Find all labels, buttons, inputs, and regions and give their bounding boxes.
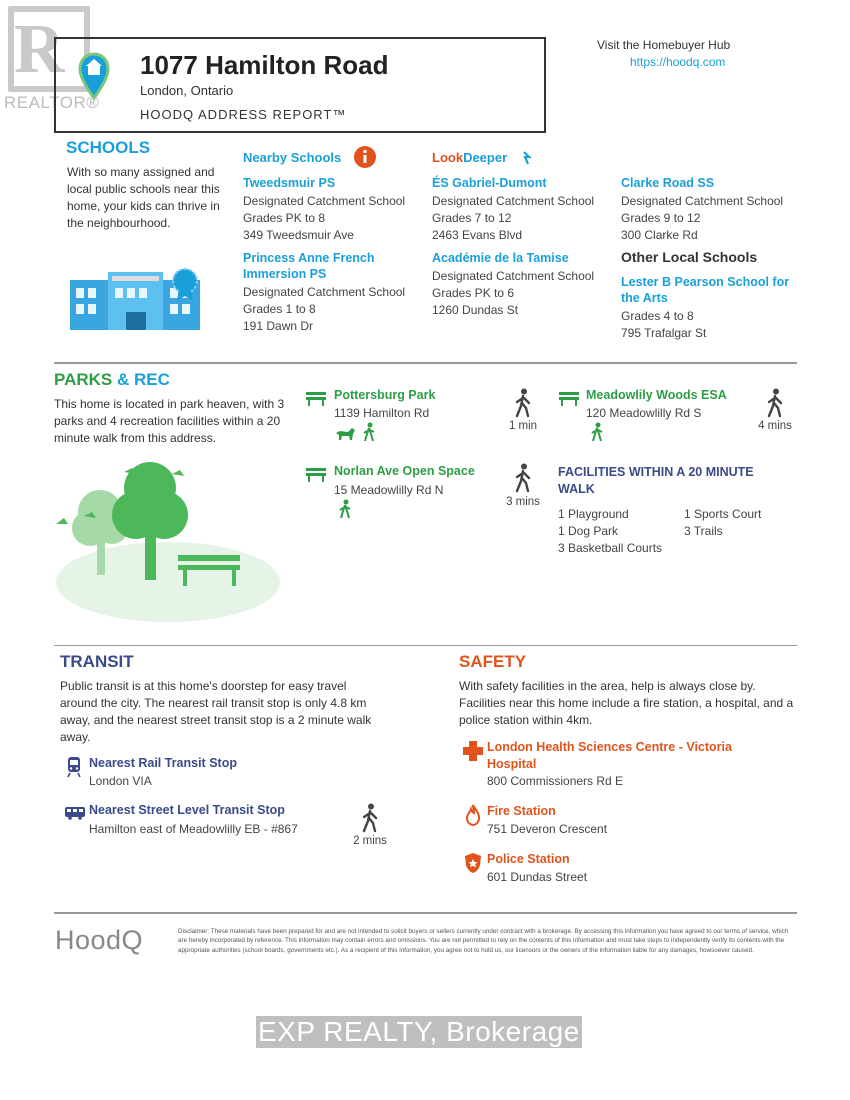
facility-item: 3 Basketball Courts: [558, 541, 663, 555]
parks-description: This home is located in park heaven, with 3 parks and 4 recreation facilities within a 20 minute walk from this address.: [54, 397, 285, 445]
fire-icon: [465, 804, 481, 826]
facility-item: 1 Playground: [558, 507, 629, 521]
street-stop-label[interactable]: Nearest Street Level Transit Stop: [89, 803, 285, 817]
park-norlan[interactable]: Norlan Ave Open Space: [334, 464, 475, 478]
hub-link[interactable]: https://hoodq.com: [630, 55, 726, 69]
brokerage-watermark: EXP REALTY, Brokerage: [258, 1016, 580, 1047]
park-meadowlily[interactable]: Meadowlily Woods ESA: [586, 388, 727, 402]
bus-icon: [64, 806, 86, 820]
nearby-schools-label: Nearby Schools: [243, 150, 342, 165]
bench-icon: [558, 390, 580, 406]
park-pottersburg[interactable]: Pottersburg Park: [334, 388, 436, 402]
hiker-icon: [590, 422, 604, 442]
walk-time: 4 mins: [758, 420, 792, 432]
walking-icon: [513, 463, 533, 493]
park-norlan-address: 15 Meadowlilly Rd N: [334, 483, 444, 497]
hospital-name[interactable]: London Health Sciences Centre - Victoria Hospital: [487, 740, 732, 771]
hiker-icon: [362, 422, 376, 442]
walking-icon: [765, 388, 785, 418]
school-clarke-road[interactable]: Clarke Road SS Designated Catchment School Grades 9 to 12 300 Clarke Rd: [621, 176, 784, 242]
hoodq-logo: HoodQ: [55, 925, 144, 955]
realtor-logo: R REALTOR®: [0, 0, 100, 120]
train-icon: [66, 756, 82, 778]
bench-icon: [305, 466, 327, 482]
park-pottersburg-address: 1139 Hamilton Rd: [334, 406, 430, 420]
arrow-down-icon: [520, 151, 534, 165]
lookdeeper-logo[interactable]: LookDeeper: [432, 150, 508, 165]
dog-icon: [334, 425, 356, 441]
facilities-title: FACILITIES WITHIN A 20 MINUTE WALK: [558, 465, 754, 496]
realtor-logo-text: REALTOR®: [4, 93, 100, 112]
street-stop-value: Hamilton east of Meadowlilly EB - #867: [89, 822, 298, 836]
safety-title: SAFETY: [459, 652, 527, 671]
walk-time: 2 mins: [353, 835, 387, 847]
other-schools-label: Other Local Schools: [621, 249, 758, 265]
fire-station-name[interactable]: Fire Station: [487, 804, 556, 818]
police-station-address: 601 Dundas Street: [487, 870, 588, 884]
hospital-cross-icon: [462, 740, 484, 762]
park-illustration-icon: [50, 460, 280, 625]
school-lester-pearson[interactable]: Lester B Pearson School for the Arts Grades 4 to 8 795 Trafalgar St: [621, 275, 790, 340]
facility-item: 3 Trails: [684, 524, 723, 538]
transit-title: TRANSIT: [60, 652, 134, 671]
school-gabriel-dumont[interactable]: ÉS Gabriel-Dumont Designated Catchment School Grades 7 to 12 2463 Evans Blvd: [432, 176, 595, 242]
bench-icon: [305, 390, 327, 406]
address-title: 1077 Hamilton Road: [140, 50, 389, 80]
school-tweedsmuir[interactable]: Tweedsmuir PS Designated Catchment School Grades PK to 8 349 Tweedsmuir Ave: [243, 176, 406, 242]
walking-icon: [360, 803, 380, 833]
safety-description: With safety facilities in the area, help is always close by. Facilities near this home include a fire station, a hospital, and a police station within 4km.: [459, 679, 794, 727]
info-icon[interactable]: [353, 145, 377, 169]
hiker-icon: [338, 499, 352, 519]
walking-icon: [513, 388, 533, 418]
fire-station-address: 751 Deveron Crescent: [487, 822, 608, 836]
police-badge-icon: [464, 852, 482, 874]
report-title: HOODQ ADDRESS REPORT™: [140, 107, 347, 122]
hub-text: Visit the Homebuyer Hub: [597, 38, 731, 52]
school-princess-anne[interactable]: Princess Anne French Immersion PS Designated Catchment School Grades 1 to 8 191 Dawn Dr: [243, 251, 406, 333]
house-pin-icon: [78, 52, 110, 102]
police-station-name[interactable]: Police Station: [487, 852, 570, 866]
divider: [54, 645, 797, 646]
schools-description: With so many assigned and local public schools near this home, your kids can thrive in the neighbourhood.: [67, 165, 220, 230]
hospital-address: 800 Commissioners Rd E: [487, 774, 624, 788]
disclaimer-text: Disclaimer: These materials have been prepared for and are not intended to solicit buyers or sellers currently under contract with a brokerage. By accessing this information you have agreed to our terms of service, which are hereby incorporated by reference. This information may contain errors and omissions. You are not permitted to rely on the contents of this information and must take steps to independently verify its contents with the appropriate authorities (school boards, governments etc.). As a recipient of this information, you agree not to hold us, our licensors or the owners of the information liable for any damages, howsoever caused.: [178, 928, 789, 954]
facility-item: 1 Dog Park: [558, 524, 619, 538]
walk-time: 1 min: [508, 420, 538, 432]
schools-title: SCHOOLS: [66, 138, 151, 157]
facility-item: 1 Sports Court: [684, 507, 762, 521]
walk-time: 3 mins: [506, 496, 540, 508]
transit-description: Public transit is at this home's doorstep for easy travel around the city. The nearest rail transit stop is only 4.8 km away, and the nearest street transit stop is a 2 minute walk away.: [60, 679, 372, 744]
park-meadowlily-address: 120 Meadowlilly Rd S: [586, 406, 702, 420]
school-academie-tamise[interactable]: Académie de la Tamise Designated Catchment School Grades PK to 6 1260 Dundas St: [432, 251, 595, 317]
city-subtitle: London, Ontario: [140, 83, 234, 98]
divider: [54, 912, 797, 914]
parks-title: PARKS & REC: [54, 370, 170, 389]
divider: [54, 362, 797, 364]
rail-stop-label[interactable]: Nearest Rail Transit Stop: [89, 756, 237, 770]
award-badge-icon: [170, 268, 200, 302]
rail-stop-value: London VIA: [89, 774, 152, 788]
